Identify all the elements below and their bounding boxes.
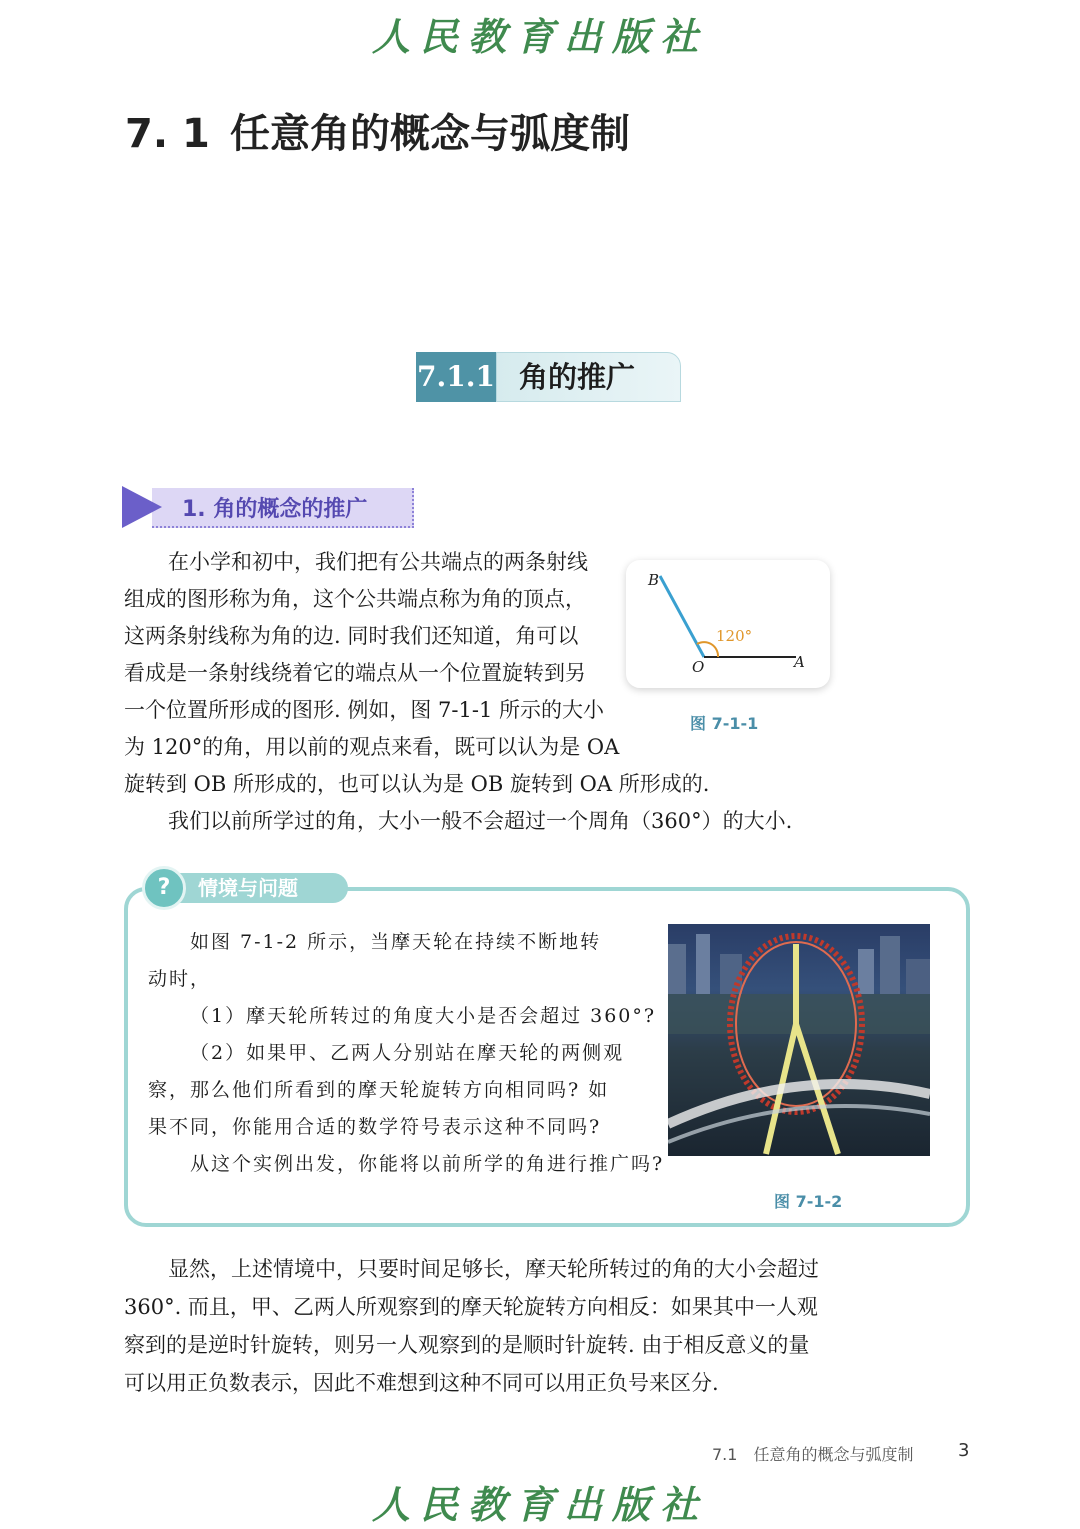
chapter-title-text: 任意角的概念与弧度制 — [230, 111, 630, 157]
ferris-wheel-illustration — [668, 924, 930, 1156]
conclusion-paragraph — [124, 1250, 819, 1402]
intro-line: 看成是一条射线绕着它的端点从一个位置旋转到另 — [124, 661, 586, 685]
situation-line: 果不同，你能用合适的数学符号表示这种不同吗? — [148, 1116, 602, 1138]
conclusion-line: 察到的是逆时针旋转，则另一人观察到的是顺时针旋转. 由于相反意义的量 — [124, 1333, 810, 1357]
running-title: 7.1 任意角的概念与弧度制 — [712, 1445, 914, 1464]
publisher-logo-footer: 人民教育出版社 — [371, 1482, 708, 1527]
label-o: O — [692, 658, 705, 676]
situation-line: 如图 7-1-2 所示，当摩天轮在持续不断地转 — [190, 931, 602, 953]
publisher-logo-header: 人民教育出版社 — [371, 14, 708, 59]
intro-line: 我们以前所学过的角，大小一般不会超过一个周角（360°）的大小. — [168, 809, 793, 833]
ray-ob — [660, 576, 704, 657]
subsection-tag — [122, 486, 414, 528]
label-a: A — [794, 653, 805, 671]
conclusion-line: 可以用正负数表示，因此不难想到这种不同可以用正负号来区分. — [124, 1371, 719, 1395]
situation-line: 动时， — [148, 968, 212, 990]
situation-line: 察，那么他们所看到的摩天轮旋转方向相同吗? 如 — [148, 1079, 610, 1101]
intro-line: 一个位置所形成的图形. 例如，图 7-1-1 所示的大小 — [124, 698, 604, 722]
section-banner — [416, 352, 681, 402]
section-title: 角的推广 — [496, 352, 681, 402]
intro-line: 在小学和初中，我们把有公共端点的两条射线 — [168, 550, 588, 574]
conclusion-line: 360°. 而且，甲、乙两人所观察到的摩天轮旋转方向相反：如果其中一人观 — [124, 1295, 818, 1319]
conclusion-line: 显然，上述情境中，只要时间足够长，摩天轮所转过的角的大小会超过 — [168, 1257, 819, 1281]
situation-line: 从这个实例出发，你能将以前所学的角进行推广吗? — [190, 1153, 665, 1175]
label-b: B — [648, 571, 660, 589]
subsection-title: 1. 角的概念的推广 — [182, 497, 368, 522]
figure-caption: 图 7-1-1 — [690, 714, 759, 733]
intro-line: 组成的图形称为角，这个公共端点称为角的顶点， — [124, 587, 586, 611]
angle-label: 120° — [716, 627, 753, 645]
chevron-right-icon — [122, 486, 162, 528]
situation-line: （1）摩天轮所转过的角度大小是否会超过 360°? — [190, 1005, 657, 1027]
situation-tag-label: 情境与问题 — [178, 873, 348, 903]
page-number: 3 — [958, 1440, 970, 1461]
situation-line: （2）如果甲、乙两人分别站在摩天轮的两侧观 — [190, 1042, 625, 1064]
ferris-wheel-photo — [668, 924, 930, 1156]
chapter-title — [125, 102, 630, 159]
situation-text — [148, 924, 664, 1183]
intro-line: 旋转到 OB 所形成的，也可以认为是 OB 旋转到 OA 所形成的. — [124, 772, 710, 796]
figure-7-1-1 — [626, 560, 830, 688]
intro-line: 为 120°的角，用以前的观点来看，既可以认为是 OA — [124, 735, 620, 759]
chapter-number: 7. 1 — [125, 111, 210, 157]
question-book-icon: ? — [142, 866, 186, 910]
figure-caption: 图 7-1-2 — [774, 1192, 843, 1211]
angle-diagram — [626, 560, 830, 688]
section-number: 7.1.1 — [416, 352, 496, 402]
intro-line: 这两条射线称为角的边. 同时我们还知道，角可以 — [124, 624, 579, 648]
